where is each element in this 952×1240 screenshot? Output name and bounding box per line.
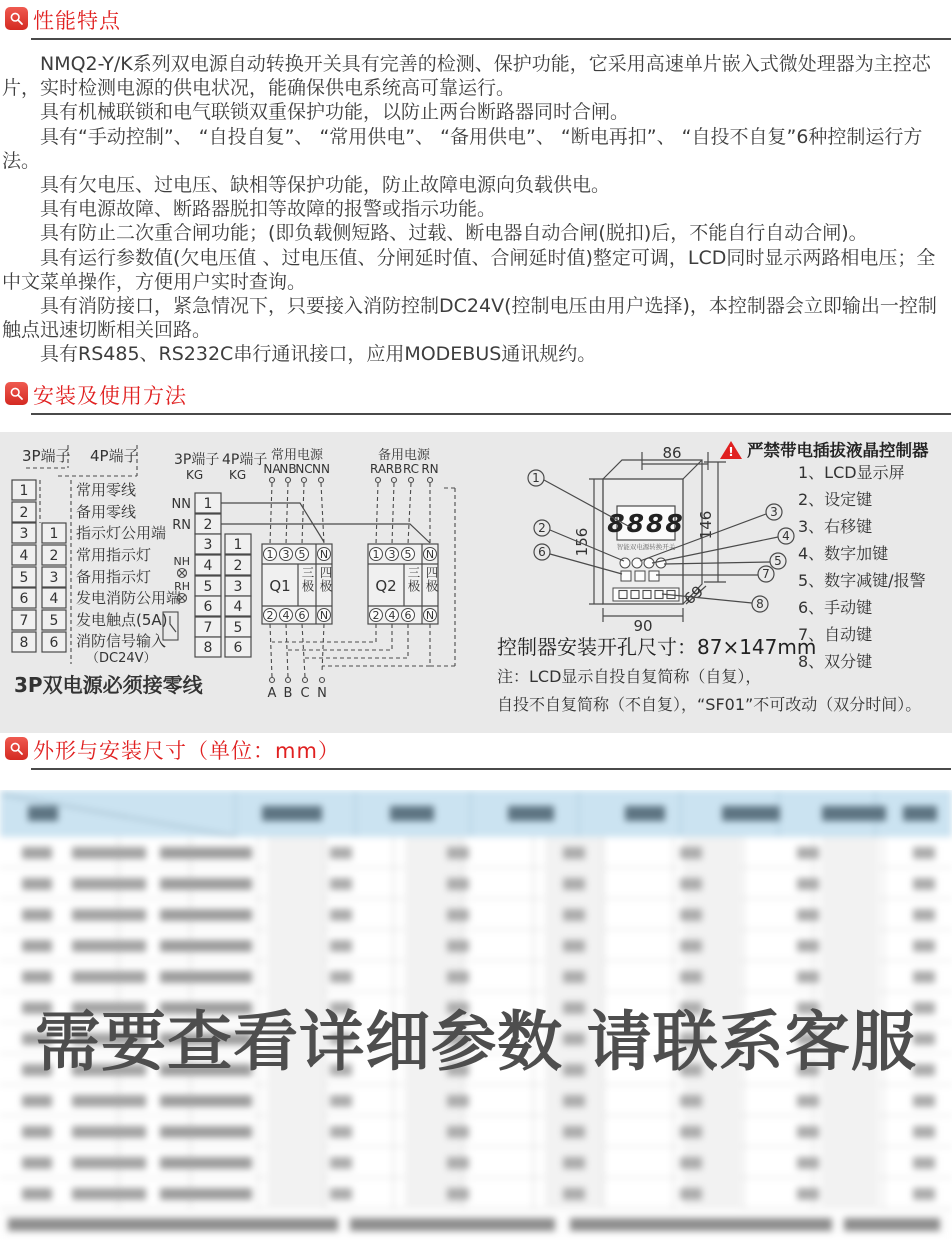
label-kg: KG	[229, 468, 247, 482]
terminal-number: 1	[49, 526, 59, 542]
terminal-number: 4	[203, 558, 213, 574]
dim-depth: 69	[680, 582, 707, 609]
terminal-number: 4	[233, 599, 243, 615]
label-4p-terminal: 4P端子	[222, 452, 268, 468]
output-label: B	[283, 686, 293, 701]
terminal-number: 1	[233, 537, 243, 553]
breaker-terminal: 2	[372, 609, 380, 622]
breaker-terminal: 5	[404, 548, 412, 561]
dimensions-table	[0, 790, 952, 1240]
callout-number: 2	[538, 521, 546, 535]
header-diagonal-divider	[2, 794, 236, 837]
mounting-hole-note: 控制器安装开孔尺寸：87×147mm	[497, 635, 817, 659]
breaker-terminal: N	[319, 609, 329, 622]
legend-item-1: 1、LCD显示屏	[798, 463, 905, 482]
terminal-number: 2	[49, 548, 59, 564]
magnifier-icon	[5, 737, 28, 760]
power-terminal-label: RN	[421, 462, 439, 476]
table-header-row-blurred	[0, 790, 952, 837]
terminal-label: 消防信号输入	[76, 632, 167, 650]
power-terminal-label: RA	[369, 462, 387, 476]
label-kg: KG	[186, 468, 204, 482]
terminal-number: 8	[19, 635, 29, 651]
breaker-terminal: N	[319, 548, 329, 561]
breaker-label: Q2	[375, 577, 397, 595]
terminal-number: 6	[49, 635, 59, 651]
legend-item-8: 8、双分键	[798, 652, 873, 671]
section-header-features	[0, 7, 952, 51]
magnifier-icon	[5, 7, 28, 30]
label-nh: NH	[173, 555, 190, 568]
breaker-terminal: 1	[266, 548, 274, 561]
table-footnote-blurred	[0, 1209, 952, 1240]
svg-text:!: !	[728, 445, 734, 459]
feature-paragraph: 具有机械联锁和电气联锁双重保护功能，以防止两台断路器同时合闸。	[40, 101, 630, 124]
terminal-number: 3	[49, 570, 59, 586]
legend-item-7: 7、自动键	[798, 625, 873, 644]
terminal-label: 指示灯公用端	[76, 524, 167, 542]
output-label: C	[300, 686, 310, 701]
contact-service-overlay: 需要查看详细参数 请联系客服	[35, 1005, 917, 1080]
terminal-label: 发电消防公用端	[76, 589, 182, 607]
terminal-number: 6	[203, 599, 213, 615]
breaker-terminal: 4	[388, 609, 396, 622]
power-terminal-label: RC	[402, 462, 420, 476]
label-nn: NN	[171, 497, 191, 512]
feature-paragraph: 具有RS485、RS232C串行通讯接口，应用MODEBUS通讯规约。	[40, 343, 597, 366]
pole4-label: 四极	[318, 566, 333, 593]
section-title-install: 安装及使用方法	[33, 384, 187, 408]
auto-button	[635, 571, 645, 581]
power-terminal-label: NN	[312, 462, 330, 476]
power-terminal-label: NC	[295, 462, 313, 476]
dim-left: 156	[573, 527, 591, 557]
breaker-terminal: 5	[298, 548, 306, 561]
breaker-terminal: 2	[266, 609, 274, 622]
legend-item-4: 4、数字加键	[798, 544, 889, 563]
breaker-terminal: N	[425, 548, 435, 561]
warning-triangle-icon	[720, 441, 742, 459]
section-rule	[31, 413, 951, 415]
lcd-display: 8888	[607, 509, 685, 538]
pole3-label: 三极	[406, 566, 421, 593]
label-3p-terminal: 3P端子	[22, 447, 71, 465]
neutral-wire-note: 3P双电源必须接零线	[14, 673, 203, 697]
section-header-dimensions	[0, 737, 952, 781]
lcd-note-line2: 自投不自复简称（不自复），“SF01”不可改动（双分时间）。	[497, 695, 922, 714]
label-3p-terminal: 3P端子	[174, 452, 220, 468]
terminal-label-sub: （DC24V）	[86, 651, 157, 666]
dim-right: 146	[697, 510, 715, 540]
terminal-number: 7	[203, 620, 213, 636]
digit-minus-button	[656, 558, 666, 568]
breaker-terminal: 6	[404, 609, 412, 622]
terminal-number: 2	[233, 558, 243, 574]
label-backup-power: 备用电源	[377, 448, 431, 463]
label-rh: RH	[174, 580, 190, 593]
output-label: A	[267, 686, 277, 701]
callout-number: 4	[782, 529, 790, 543]
magnifier-icon	[5, 382, 28, 405]
terminal-label: 常用零线	[76, 481, 137, 499]
features-text-block	[2, 52, 950, 367]
installation-diagram-panel	[0, 432, 952, 733]
callout-number: 3	[770, 505, 778, 519]
lcd-note-line1: 注：LCD显示自投自复简称（自复），	[497, 667, 762, 686]
feature-paragraph: NMQ2-Y/K系列双电源自动转换开关具有完善的检测、保护功能，它采用高速单片嵌入式微处理器为主控芯片，实时检测电源的供电状况，能确保供电系统高可靠运行。	[2, 53, 931, 100]
terminal-number: 8	[203, 640, 213, 656]
pole4-label: 四极	[424, 566, 439, 593]
callout-number: 8	[756, 597, 764, 611]
feature-paragraph: 具有防止二次重合闸功能；(即负载侧短路、过载、断电器自动合闸(脱扣)后，不能自行自动合闸)。	[40, 222, 868, 245]
terminal-number: 7	[19, 613, 29, 629]
feature-paragraph: 具有“手动控制”、 “自投自复”、 “常用供电”、 “备用供电”、 “断电再扣”、 “自投不自复”6种控制运行方法。	[2, 125, 923, 172]
power-terminal-label: NA	[263, 462, 281, 476]
terminal-number: 6	[19, 591, 29, 607]
terminal-number: 1	[203, 496, 213, 512]
double-split-button	[649, 571, 659, 581]
breaker-label: Q1	[269, 577, 291, 595]
right-move-button	[632, 558, 642, 568]
pole3-label: 三极	[300, 566, 315, 593]
feature-paragraph: 具有欠电压、过电压、缺相等保护功能，防止故障电源向负载供电。	[40, 174, 611, 197]
callout-number: 7	[762, 567, 770, 581]
label-4p-terminal: 4P端子	[90, 447, 139, 465]
terminal-label: 备用指示灯	[76, 568, 152, 586]
label-rn: RN	[172, 518, 191, 533]
lamp-icon	[178, 569, 187, 578]
label-main-power: 常用电源	[270, 448, 324, 463]
feature-paragraph: 具有消防接口，紧急情况下，只要接入消防控制DC24V(控制电压由用户选择)，本控制器会立即输出一控制触点迅速切断相关回路。	[2, 295, 937, 342]
terminal-number: 5	[203, 579, 213, 595]
legend-item-6: 6、手动键	[798, 598, 873, 617]
section-title-dimensions: 外形与安装尺寸（单位：mm）	[33, 739, 340, 763]
feature-paragraph: 具有运行参数值(欠电压值 、过电压值、分闸延时值、合闸延时值)整定可调，LCD同时显示两路相电压；全中文菜单操作，方便用户实时查询。	[2, 246, 936, 293]
terminal-label: 常用指示灯	[76, 546, 152, 564]
breaker-terminal: 4	[282, 609, 290, 622]
breaker-terminal: N	[425, 609, 435, 622]
callout-number: 6	[538, 545, 546, 559]
controller-warning: 严禁带电插拔液晶控制器	[747, 441, 929, 460]
output-label: N	[317, 686, 327, 701]
dim-top: 86	[662, 444, 682, 462]
section-title-features: 性能特点	[33, 9, 121, 33]
dim-bottom: 90	[633, 617, 653, 635]
terminal-number: 2	[19, 505, 29, 521]
terminal-number: 3	[203, 537, 213, 553]
terminal-number: 3	[233, 579, 243, 595]
legend-item-3: 3、右移键	[798, 517, 873, 536]
section-rule	[31, 38, 951, 40]
power-terminal-label: NB	[279, 462, 297, 476]
power-terminal-label: RB	[385, 462, 403, 476]
terminal-label: 发电触点(5A)	[76, 611, 168, 629]
section-header-install	[0, 382, 952, 426]
manual-button	[621, 571, 631, 581]
breaker-terminal: 6	[298, 609, 306, 622]
terminal-number: 5	[49, 613, 59, 629]
terminal-number: 2	[203, 517, 213, 533]
terminal-number: 1	[19, 483, 29, 499]
breaker-terminal: 3	[282, 548, 290, 561]
terminal-number: 6	[233, 640, 243, 656]
terminal-number: 4	[49, 591, 59, 607]
terminal-number: 3	[19, 526, 29, 542]
lcd-brand-text: 智能双电源转换开关	[616, 543, 676, 551]
callout-number: 5	[774, 554, 782, 568]
callout-number: 1	[532, 471, 540, 485]
terminal-number: 5	[233, 620, 243, 636]
legend-item-2: 2、设定键	[798, 490, 873, 509]
terminal-number: 5	[19, 570, 29, 586]
breaker-terminal: 1	[372, 548, 380, 561]
terminal-number: 4	[19, 548, 29, 564]
section-rule	[31, 768, 951, 770]
feature-paragraph: 具有电源故障、断路器脱扣等故障的报警或指示功能。	[40, 198, 497, 221]
breaker-terminal: 3	[388, 548, 396, 561]
legend-item-5: 5、数字减键/报警	[798, 571, 926, 590]
terminal-label: 备用零线	[76, 503, 137, 521]
